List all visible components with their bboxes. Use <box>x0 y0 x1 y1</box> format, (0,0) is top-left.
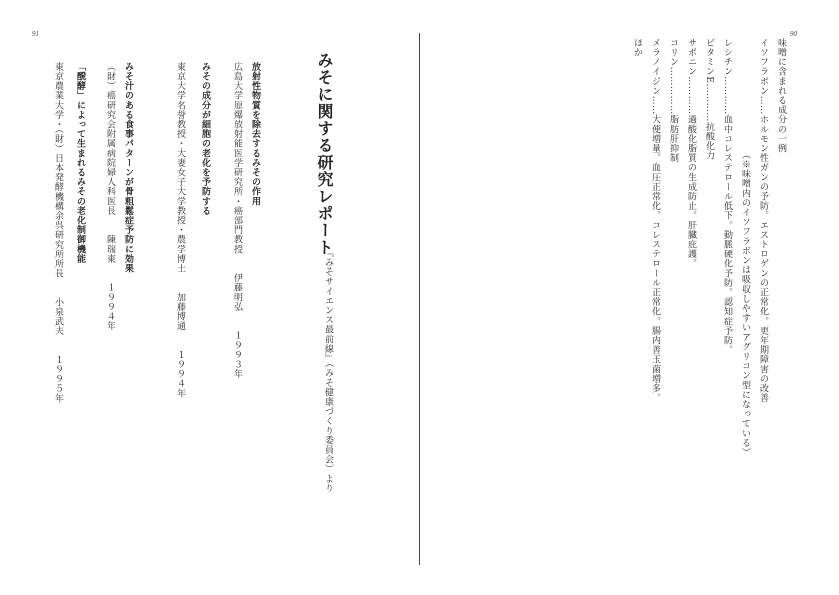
report-2-detail: 東京大学名誉教授・大妻女子大学教授・農学博士 加藤博通 １９９４年 <box>175 62 185 398</box>
right-page-number: 90 <box>790 30 797 38</box>
page-gutter-divider <box>419 33 420 565</box>
right-line-isoflavone-note: （※味噌内のイソフラボンは吸収しやすいアグリコン型になっている） <box>740 150 750 458</box>
report-source: 『みそサイエンス最前線』（みそ健康づくり委員会）より <box>323 248 333 494</box>
report-1-detail: 広島大学原爆放射能医学研究所・癌部門教授 伊藤明弘 １９９３年 <box>232 62 242 379</box>
report-4-heading: 「醗酵」によって生まれるみその老化制御機能 <box>75 62 85 264</box>
report-title: みそに関する研究レポート <box>315 52 334 256</box>
right-line-heading: 味噌に含まれる成分の一例 <box>776 38 786 154</box>
right-line-etc: ほか <box>632 38 642 58</box>
right-line-lecithin: レシチン…………血中コレステロール低下。動脈硬化予防。認知症予防。 <box>722 38 732 355</box>
report-3-heading: みそ汁のある食事パターンが骨粗鬆症予防に効果 <box>123 62 133 274</box>
report-2-heading: みその成分が細胞の老化を予防する <box>200 62 210 216</box>
right-line-isoflavone: イソフラボン……ホルモン性ガンの予防。エストロゲンの正常化。更年期障害の改善 <box>758 38 768 403</box>
right-line-melanoidin: メラノイジン……大便増量。血圧正常化。コレステロール正常化。腸内善玉菌増多。 <box>650 38 660 403</box>
right-line-saponin: サポニン…………過酸化脂質の生成防止。肝臓庇護。 <box>686 38 696 269</box>
right-line-vitamin-e: ビタミンE…………抗酸化力 <box>704 38 714 161</box>
right-line-choline: コリン……………脂肪肝抑制 <box>668 38 678 163</box>
report-3-detail: （財）癌研究会附属病院婦人科医長 陳瑞東 １９９４年 <box>105 62 115 331</box>
left-page-number: 91 <box>32 30 39 38</box>
report-1-heading: 放射性物質を除去するみその作用 <box>250 62 260 206</box>
report-4-detail: 東京農業大学・（財）日本発酵機構余呉研究所所長 小泉武夫 １９９５年 <box>53 62 63 404</box>
